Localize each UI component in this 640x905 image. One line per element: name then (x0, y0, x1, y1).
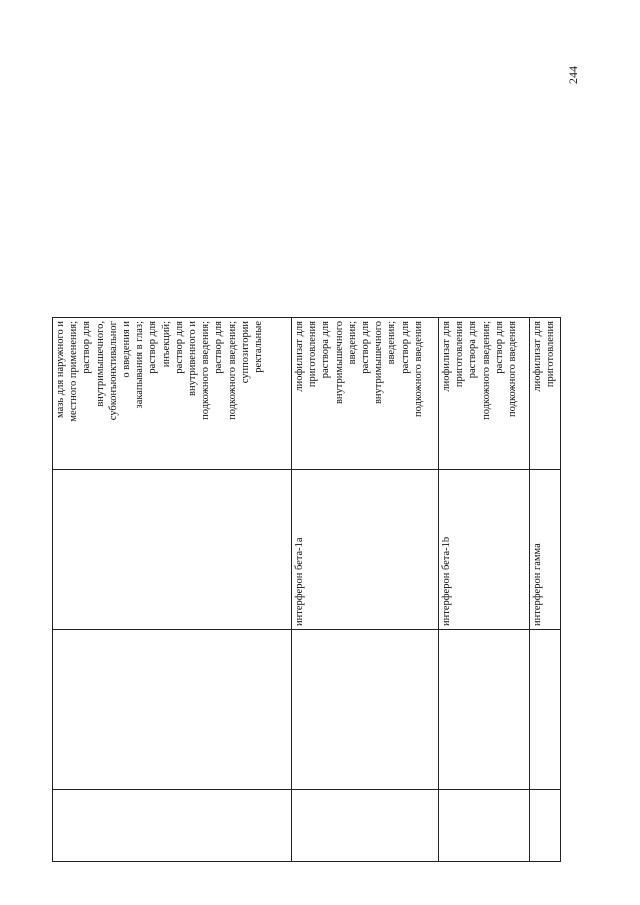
dosage-form-line: приготовления (307, 321, 319, 388)
group-cell (292, 630, 439, 790)
dosage-forms-cell (292, 318, 439, 470)
dosage-form-line: раствор для (173, 321, 185, 374)
dosage-form-line: подкожного введения; (226, 321, 238, 420)
dosage-forms-cell (530, 318, 561, 470)
dosage-form-line: мазь для наружного и (55, 321, 66, 418)
dosage-form-line: введения; (346, 321, 358, 365)
dosage-form-line: подкожного введения; (480, 321, 492, 420)
dosage-form-line: субконъюнктивальног (107, 321, 119, 421)
dosage-form-line: раствор для (147, 321, 159, 374)
dosage-form-line: раствора для (320, 321, 332, 379)
dosage-form-line: подкожного введения (412, 321, 424, 417)
table-row (439, 318, 530, 862)
dosage-form-line: раствор для (493, 321, 505, 374)
drug-table (52, 317, 561, 862)
dosage-forms-cell (53, 318, 292, 470)
dosage-form-line: раствор для (360, 321, 372, 374)
dosage-form-line: внутримышечного (373, 321, 385, 405)
dosage-form-line: ректальные (253, 321, 265, 373)
code-cell (292, 790, 439, 862)
dosage-form-line: закапывания в глаз; (134, 321, 146, 409)
dosage-form-line: раствор для (81, 321, 93, 374)
group-cell (53, 630, 292, 790)
dosage-form-line: введения; (386, 321, 398, 365)
group-cell (439, 630, 530, 790)
dosage-form-line: подкожного введения; (200, 321, 212, 420)
dosage-form-line: внутримышечного (333, 321, 345, 405)
page-number: 244 (566, 66, 580, 84)
dosage-form-line: инъекций; (160, 321, 172, 368)
dosage-form-line: приготовления (454, 321, 466, 388)
dosage-form-line: приготовления (545, 321, 557, 388)
dosage-form-line: раствора для (467, 321, 479, 379)
dosage-form-line: внутримышечного, (94, 321, 106, 407)
dosage-form-line: подкожного введения (507, 321, 519, 417)
dosage-form-line: лиофилизат для (532, 321, 543, 392)
table-row (292, 318, 439, 862)
dosage-form-line: суппозитории (239, 321, 251, 384)
rotated-table-frame (52, 318, 560, 862)
dosage-forms-cell (439, 318, 530, 470)
drug-name-cell: интерферон бета-1b (439, 470, 530, 630)
drug-name-cell: интерферон гамма (530, 470, 561, 630)
table-row (53, 318, 292, 862)
group-cell (530, 630, 561, 790)
code-cell (53, 790, 292, 862)
dosage-form-line: лиофилизат для (441, 321, 452, 392)
dosage-form-line: лиофилизат для (294, 321, 305, 392)
dosage-form-line: раствор для (399, 321, 411, 374)
dosage-form-line: внутривенного и (187, 321, 199, 396)
table-row (530, 318, 561, 862)
drug-name-cell (53, 470, 292, 630)
code-cell (530, 790, 561, 862)
drug-name-cell: интерферон бета-1a (292, 470, 439, 630)
code-cell (439, 790, 530, 862)
dosage-form-line: местного применения; (68, 321, 80, 422)
dosage-form-line: раствор для (213, 321, 225, 374)
dosage-form-line: о введения и (121, 321, 133, 378)
